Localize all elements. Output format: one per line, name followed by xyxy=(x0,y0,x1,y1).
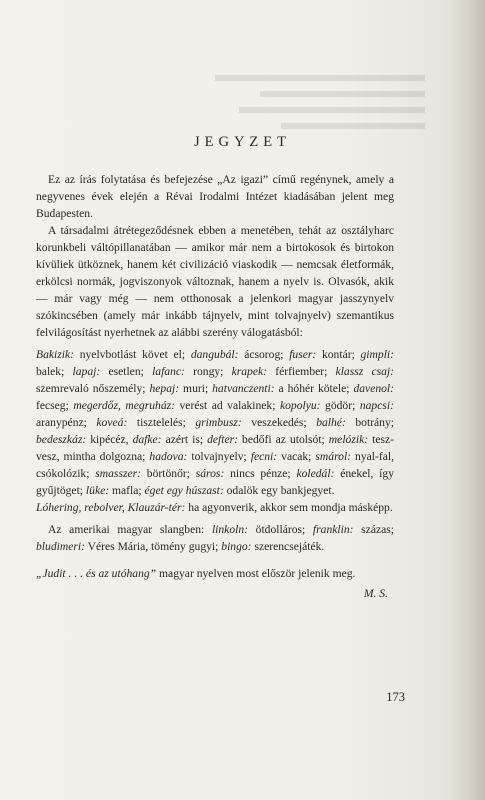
text-segment: ötdolláros; xyxy=(248,523,313,536)
paragraph-first-publication xyxy=(36,565,394,582)
text-segment: nyal-fal, csókolózik; xyxy=(36,450,394,480)
glossary-term: kopolyu: xyxy=(279,399,321,412)
text-segment: A társadalmi átrétegeződésnek ebben a menetében, tehát az osztályharc korunkbeli váltópillanatában — amikor már nem a birtokosok és birtokon kívüliek ütköznek, hanem két civilizáció viaskodik — nemcsak életformák, erkölcsi normák, jogviszonyok változnak, hanem a nyelv is. Olvasók, akik — már vagy még — nem otthonosak a jelenkori magyar jasszynyelv szókincsében (amely már inkább tájnyelv, mint tolvajnyelv) szemantikus felvilágosítást nyerhetnek az alábbi szerény válogatásból: xyxy=(36,224,394,339)
text-segment: balek; xyxy=(36,365,73,378)
text-segment: a hóhér kötele; xyxy=(274,382,354,395)
glossary-term: krapek: xyxy=(231,365,267,378)
page-heading: JEGYZET xyxy=(193,134,291,150)
text-segment: rongy; xyxy=(184,365,232,378)
text-segment: verést ad valakinek; xyxy=(175,399,280,412)
text-segment: ha agyonverik, akkor sem mondja másképp. xyxy=(185,501,393,514)
text-segment: muri; xyxy=(179,382,213,395)
text-segment: Véres Mária, tömény gugyi; xyxy=(84,540,222,553)
glossary-term: koveá: xyxy=(96,416,128,429)
text-segment: gödör; xyxy=(320,399,360,412)
text-segment: szerencsejáték. xyxy=(251,540,325,553)
glossary-term: defter: xyxy=(207,433,238,446)
glossary-term: fuser: xyxy=(289,348,317,361)
text-segment: kipécéz, xyxy=(86,433,133,446)
glossary-term: linkoln: xyxy=(211,523,248,536)
glossary-term: megerdőz, megruház: xyxy=(73,399,175,412)
glossary-term: hepaj: xyxy=(149,382,180,395)
text-segment: szemrevaló nőszemély; xyxy=(36,382,150,395)
text-segment: Ez az írás folytatása és befejezése „Az igazi” című regénynek, amely a negyvenes évek elején a Révai Irodalmi Intézet kiadásában jelent meg Budapesten. xyxy=(36,173,394,220)
text-segment: odalök egy bankjegyet. xyxy=(223,484,335,497)
glossary-term: franklin: xyxy=(312,523,354,536)
text-segment: bedőfi az utolsót; xyxy=(238,433,329,446)
text-segment: énekel, így gyűjtöget; xyxy=(36,467,394,497)
glossary-term: klassz csaj: xyxy=(335,365,394,378)
note-body xyxy=(36,171,394,602)
glossary-term: smárol: xyxy=(315,450,352,463)
glossary-term: lüke: xyxy=(85,484,110,497)
paragraph-glossary xyxy=(36,346,394,499)
paragraph-loheringa xyxy=(36,499,394,516)
text-segment: vacak; xyxy=(277,450,316,463)
page-edge-shadow xyxy=(449,0,485,800)
glossary-term: lapaj: xyxy=(72,365,101,378)
glossary-term: Lóhering, rebolver, Klauzár-tér: xyxy=(36,501,186,514)
glossary-term: bedeszkáz: xyxy=(36,433,87,446)
text-segment: botrány; xyxy=(345,416,394,429)
glossary-term: melózik: xyxy=(328,433,369,446)
glossary-term: koledál: xyxy=(296,467,335,480)
text-segment: férfiember; xyxy=(267,365,336,378)
glossary-term: napcsi: xyxy=(359,399,394,412)
text-segment: kontár; xyxy=(316,348,361,361)
text-segment: börtönőr; xyxy=(141,467,196,480)
text-segment: mafla; xyxy=(109,484,145,497)
page-number: 173 xyxy=(386,690,405,704)
text-segment: azért is; xyxy=(161,433,208,446)
text-segment: Az amerikai magyar slangben: xyxy=(48,523,212,536)
glossary-term: dafke: xyxy=(132,433,162,446)
glossary-term: davenol: xyxy=(353,382,395,395)
text-segment: tisztelelés; xyxy=(127,416,196,429)
glossary-term: bludimeri: xyxy=(36,540,85,553)
glossary-term: Bakizik: xyxy=(36,348,74,361)
text-segment: nyelvbotlást követ el; xyxy=(74,348,191,361)
glossary-term: fecni: xyxy=(250,450,278,463)
text-segment: esetlen; xyxy=(100,365,153,378)
glossary-term: grimbusz: xyxy=(195,416,242,429)
text-segment: tolvajnyelv; xyxy=(187,450,251,463)
glossary-term: bingo: xyxy=(221,540,252,553)
glossary-term: éget egy húszast: xyxy=(144,484,224,497)
glossary-term: dangubál: xyxy=(190,348,239,361)
signature: M. S. xyxy=(363,587,388,600)
text-segment: magyar nyelven most először jelenik meg. xyxy=(156,567,356,580)
glossary-term: „Judit . . . és az utóhang” xyxy=(36,567,157,580)
paragraph-intro xyxy=(36,171,394,222)
glossary-term: smasszer: xyxy=(95,467,141,480)
text-segment: tesz-vesz, mintha dolgozna; xyxy=(36,433,394,463)
glossary-term: sáros: xyxy=(195,467,225,480)
glossary-term: gimpli: xyxy=(360,348,394,361)
text-segment: nincs pénze; xyxy=(224,467,297,480)
text-segment: százas; xyxy=(353,523,394,536)
glossary-term: hatvanczenti: xyxy=(212,382,275,395)
text-segment: veszekedés; xyxy=(241,416,317,429)
paragraph-context xyxy=(36,222,394,341)
text-segment: ácsorog; xyxy=(238,348,290,361)
text-segment: aranypénz; xyxy=(36,416,97,429)
glossary-term: hadova: xyxy=(149,450,188,463)
glossary-term: lafanc: xyxy=(152,365,185,378)
glossary-term: balhé: xyxy=(316,416,346,429)
paragraph-american-slang xyxy=(36,521,394,555)
text-segment: fecseg; xyxy=(36,399,74,412)
